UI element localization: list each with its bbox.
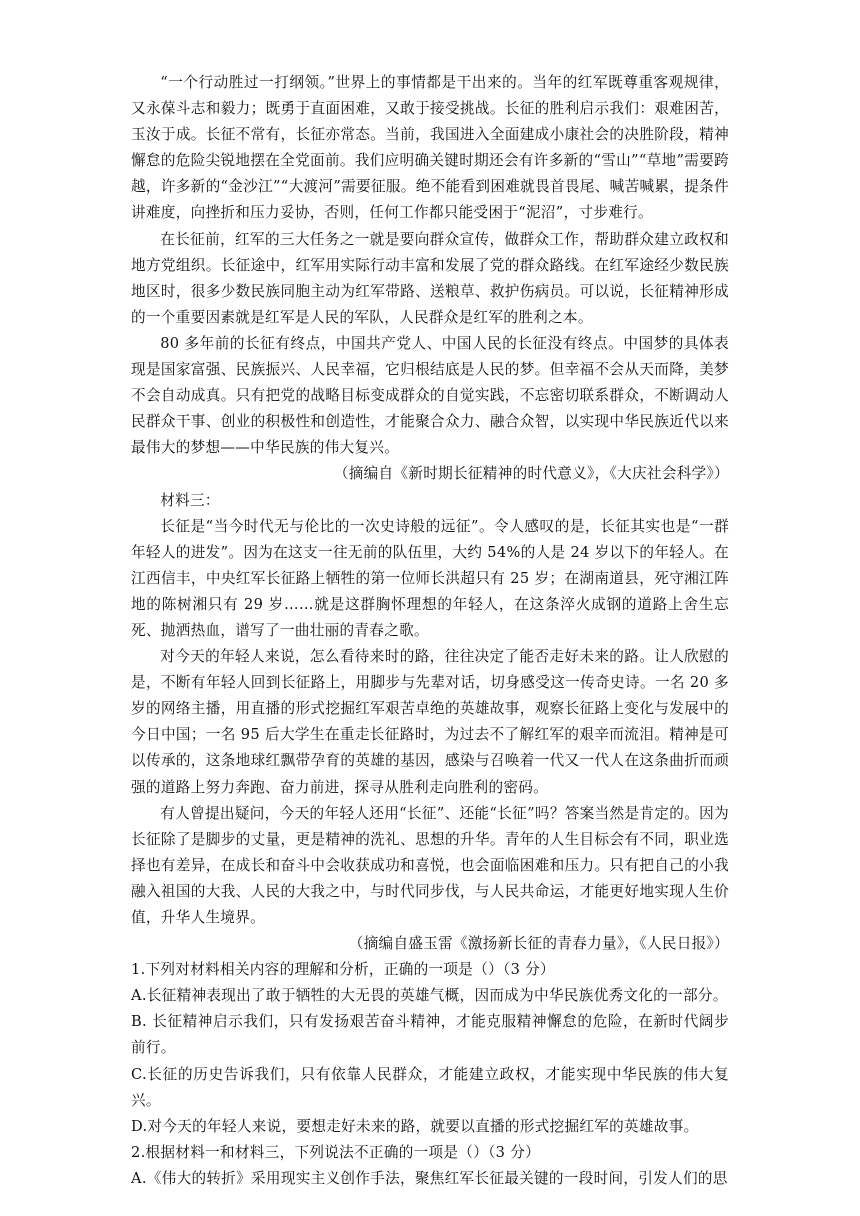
question-1-stem: 1.下列对材料相关内容的理解和分析，正确的一项是（）（3 分）	[131, 961, 555, 979]
question-2-stem: 2.根据材料一和材料三，下列说法不正确的一项是（）（3 分）	[131, 1143, 540, 1161]
material-three-heading: 材料三：	[160, 491, 220, 509]
question-1-option-a: A.长征精神表现出了敢于牺牲的大无畏的英雄气概，因而成为中华民族优秀文化的一部分。	[131, 987, 728, 1005]
paragraph-todays-youth: 对今天的年轻人来说，怎么看待来时的路，往往决定了能否走好未来的路。让人欣慰的是，不断有年轻人回到长征路上，用脚步与先辈对话，切身感受这一传奇史诗。一名 20 多岁的网络主播，用直播的形式挖掘红军艰苦卓绝的英雄故事，观察长征路上变化与发展中的今日中国；一名 95 后大学生在重走长征路时，为过去不了解红军的艰辛而流泪。精神是可以传承的，这条地球红飘带孕育的英雄的基因，感染与召唤着一代又一代人在这条曲折而顽强的道路上努力奔跑、奋力前进，探寻从胜利走向胜利的密码。	[131, 648, 729, 796]
document-page	[131, 70, 729, 1192]
source-citation-3: （摘编自盛玉雷《激扬新长征的青春力量》，《人民日报》）	[348, 935, 729, 953]
question-1-option-c: C.长征的历史告诉我们，只有依靠人民群众，才能建立政权，才能实现中华民族的伟大复兴。	[131, 1065, 729, 1109]
paragraph-action: “一个行动胜过一打纲领。”世界上的事情都是干出来的。当年的红军既尊重客观规律，又永葆斗志和毅力；既勇于直面困难，又敢于接受挑战。长征的胜利启示我们：艰难困苦，玉汝于成。长征不常有，长征亦常态。当前，我国进入全面建成小康社会的决胜阶段，精神懈怠的危险尖锐地摆在全党面前。我们应明确关键时期还会有许多新的“雪山”“草地”需要跨越，许多新的“金沙江”“大渡河”需要征服。绝不能看到困难就畏首畏尾、喊苦喊累，提条件讲难度，向挫折和压力妥协，否则，任何工作都只能受困于“泥沼”，寸步难行。	[131, 74, 729, 222]
question-2-option-a: A.《伟大的转折》采用现实主义创作手法，聚焦红军长征最关键的一段时间，引发人们的思	[131, 1169, 728, 1187]
question-1-option-b: B. 长征精神启示我们，只有发扬艰苦奋斗精神，才能克服精神懈怠的危险，在新时代阔步前行。	[131, 1013, 729, 1057]
paragraph-china-dream: 80 多年前的长征有终点，中国共产党人、中国人民的长征没有终点。中国梦的具体表现是国家富强、民族振兴、人民幸福，它归根结底是人民的梦。但幸福不会从天而降，美梦不会自动成真。只有把党的战略目标变成群众的自觉实践，不忘密切联系群众，不断调动人民群众干事、创业的积极性和创造性，才能聚合众力、融合众智，以实现中华民族近代以来最伟大的梦想——中华民族的伟大复兴。	[131, 334, 729, 457]
paragraph-young-people: 长征是“当今时代无与伦比的一次史诗般的远征”。令人感叹的是，长征其实也是“一群年轻人的进发”。因为在这支一往无前的队伍里，大约 54%的人是 24 岁以下的年轻人。在江西信丰，中央红军长征路上牺牲的第一位师长洪超只有 25 岁；在湖南道县，死守湘江阵地的陈树湘只有 29 岁……就是这群胸怀理想的年轻人，在这条淬火成钢的道路上舍生忘死、抛洒热血，谱写了一曲壮丽的青春之歌。	[131, 517, 729, 639]
question-1-option-d: D.对今天的年轻人来说，要想走好未来的路，就要以直播的形式挖掘红军的英雄故事。	[131, 1117, 699, 1135]
paragraph-question-answer: 有人曾提出疑问，今天的年轻人还用“长征”、还能“长征”吗？答案当然是肯定的。因为长征除了是脚步的丈量，更是精神的洗礼、思想的升华。青年的人生目标会有不同，职业选择也有差异，在成长和奋斗中会收获成功和喜悦，也会面临困难和压力。只有把自己的小我融入祖国的大我、人民的大我之中，与时代同步伐，与人民共命运，才能更好地实现人生价值，升华人生境界。	[131, 804, 729, 926]
source-citation-2: （摘编自《新时期长征精神的时代意义》，《大庆社会科学》）	[333, 465, 729, 483]
paragraph-masses: 在长征前，红军的三大任务之一就是要向群众宣传，做群众工作，帮助群众建立政权和地方党组织。长征途中，红军用实际行动丰富和发展了党的群众路线。在红军途经少数民族地区时，很多少数民族同胞主动为红军带路、送粮草、救护伤病员。可以说，长征精神形成的一个重要因素就是红军是人民的军队，人民群众是红军的胜利之本。	[131, 230, 729, 326]
